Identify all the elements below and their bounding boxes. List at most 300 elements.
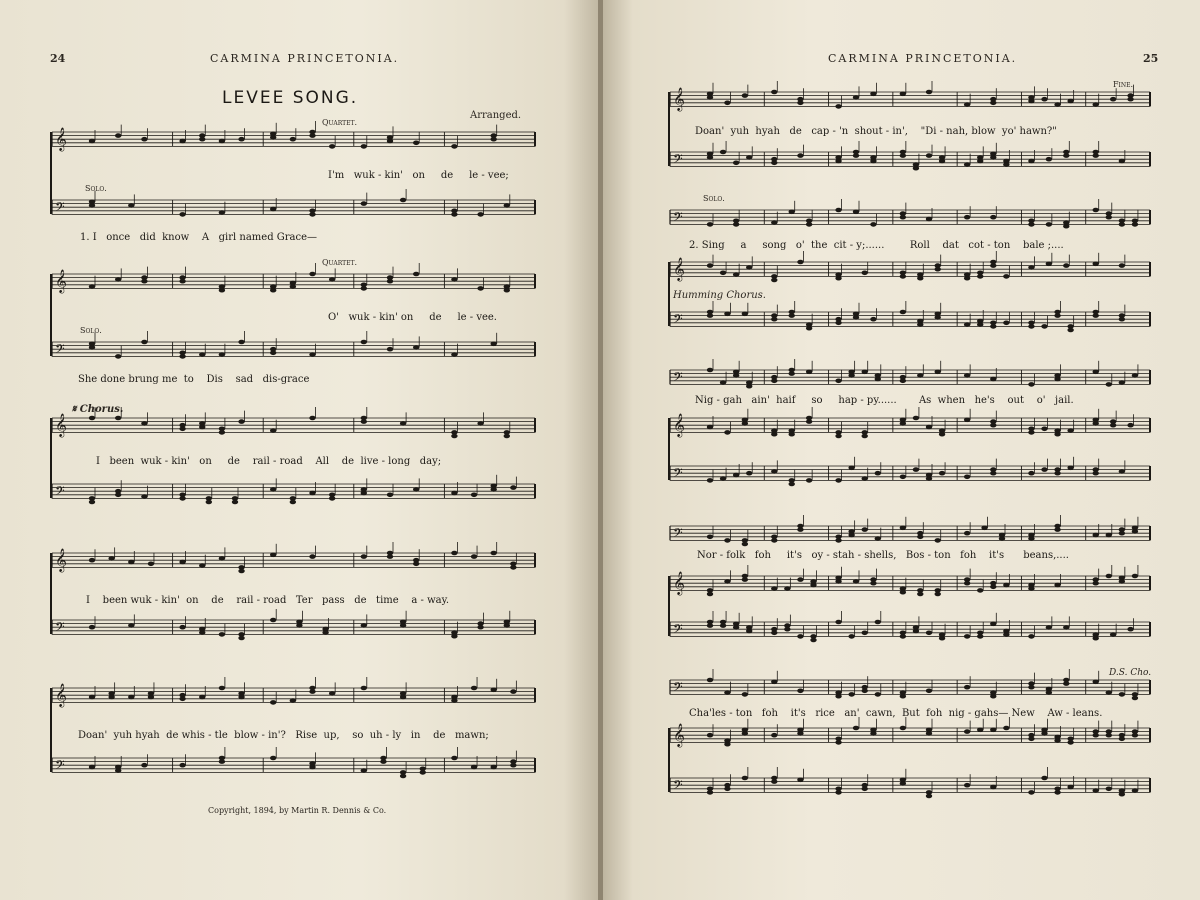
note-head: [232, 500, 238, 505]
note-head: [1028, 99, 1034, 104]
note-head: [964, 685, 970, 690]
note-head: [219, 288, 225, 293]
note-head: [707, 222, 713, 227]
note-head: [784, 586, 790, 591]
note-head: [1132, 222, 1138, 227]
note-head: [926, 631, 932, 636]
note-head: [1132, 373, 1138, 378]
note-head: [380, 759, 386, 764]
note-head: [128, 695, 134, 700]
note-head: [742, 312, 748, 317]
note-head: [870, 159, 876, 164]
note-head: [471, 493, 477, 498]
note-head: [707, 368, 713, 373]
note-head: [797, 260, 803, 265]
note-head: [1054, 432, 1060, 437]
note-head: [862, 787, 868, 792]
note-head: [477, 625, 483, 630]
note-head: [89, 625, 95, 630]
note-head: [789, 432, 795, 437]
note-head: [270, 618, 276, 623]
note-head: [270, 207, 276, 212]
note-head: [990, 423, 996, 428]
note-head: [720, 476, 726, 481]
note-head: [1119, 222, 1125, 227]
note-head: [1093, 153, 1099, 158]
arrangement-note: Arranged.: [470, 110, 522, 121]
note-head: [870, 222, 876, 227]
note-head: [935, 315, 941, 320]
note-head: [733, 161, 739, 166]
note-head: [504, 623, 510, 628]
note-head: [964, 783, 970, 788]
note-head: [853, 95, 859, 100]
note-head: [724, 579, 730, 584]
note-head: [270, 135, 276, 140]
note-head: [1063, 224, 1069, 229]
note-head: [724, 312, 730, 317]
chorus-label: 𝄋 Chorus.: [72, 404, 124, 415]
note-head: [875, 471, 881, 476]
note-head: [400, 421, 406, 426]
note-head: [1093, 421, 1099, 426]
note-head: [926, 425, 932, 430]
note-head: [797, 577, 803, 582]
note-head: [733, 373, 739, 378]
solo-label: Solo.: [703, 194, 725, 203]
note-head: [1119, 579, 1125, 584]
note-head: [219, 759, 225, 764]
note-head: [862, 370, 868, 375]
note-head: [199, 563, 205, 568]
note-head: [1028, 222, 1034, 227]
note-head: [771, 278, 777, 283]
note-head: [742, 93, 748, 98]
note-head: [309, 491, 315, 496]
note-head: [510, 565, 516, 570]
note-head: [835, 208, 841, 213]
note-head: [913, 416, 919, 421]
note-head: [451, 212, 457, 217]
note-head: [853, 315, 859, 320]
lyric-line: I been wuk - kin' on de rail - road All de live - long day;: [96, 456, 442, 467]
note-head: [387, 279, 393, 284]
note-head: [1067, 428, 1073, 433]
note-head: [1067, 99, 1073, 104]
note-head: [900, 475, 906, 480]
note-head: [451, 277, 457, 282]
note-head: [451, 352, 457, 357]
note-head: [1028, 685, 1034, 690]
note-head: [724, 690, 730, 695]
note-head: [238, 695, 244, 700]
note-head: [179, 560, 185, 565]
note-head: [797, 527, 803, 532]
note-head: [964, 373, 970, 378]
note-head: [290, 137, 296, 142]
note-head: [89, 500, 95, 505]
note-head: [400, 774, 406, 779]
note-head: [990, 728, 996, 733]
note-head: [1003, 162, 1009, 167]
note-head: [835, 478, 841, 483]
note-head: [128, 560, 134, 565]
note-head: [179, 763, 185, 768]
note-head: [179, 212, 185, 217]
note-head: [964, 531, 970, 536]
note-head: [806, 419, 812, 424]
note-head: [835, 434, 841, 439]
note-head: [926, 153, 932, 158]
note-head: [724, 787, 730, 792]
treble-clef: 𝄞: [55, 268, 67, 293]
note-head: [1028, 265, 1034, 270]
note-head: [746, 471, 752, 476]
fine-label: Fine.: [1113, 80, 1134, 89]
note-head: [999, 536, 1005, 541]
note-head: [990, 471, 996, 476]
note-head: [491, 688, 497, 693]
note-head: [504, 434, 510, 439]
bass-clef: 𝄢: [673, 369, 683, 388]
note-head: [491, 342, 497, 347]
note-head: [329, 691, 335, 696]
note-head: [1041, 97, 1047, 102]
treble-clef: 𝄞: [55, 412, 67, 437]
note-head: [1041, 467, 1047, 472]
note-head: [900, 694, 906, 699]
note-head: [746, 629, 752, 634]
note-head: [926, 794, 932, 799]
note-head: [1028, 430, 1034, 435]
note-head: [1106, 215, 1112, 220]
note-head: [451, 144, 457, 149]
note-head: [707, 425, 713, 430]
note-head: [771, 631, 777, 636]
note-head: [387, 139, 393, 144]
note-head: [1041, 731, 1047, 736]
lyric-line: Doan' yuh hyah de cap - 'n shout - in', "Di - nah, blow yo' hawn?": [695, 126, 1057, 137]
note-head: [1119, 692, 1125, 697]
note-head: [707, 592, 713, 597]
note-head: [1119, 737, 1125, 742]
note-head: [1119, 263, 1125, 268]
treble-clef: 𝄞: [55, 547, 67, 572]
note-head: [309, 133, 315, 138]
note-head: [1119, 531, 1125, 536]
note-head: [939, 159, 945, 164]
note-head: [270, 351, 276, 356]
note-head: [789, 313, 795, 318]
note-head: [309, 416, 315, 421]
note-head: [1028, 536, 1034, 541]
note-head: [848, 533, 854, 538]
note-head: [89, 203, 95, 208]
treble-clef: 𝄞: [673, 412, 685, 437]
note-head: [1106, 787, 1112, 792]
note-head: [917, 535, 923, 540]
note-head: [870, 731, 876, 736]
note-head: [361, 340, 367, 345]
lyric-line: I'm wuk - kin' on de le - vee;: [328, 170, 509, 181]
note-head: [1093, 680, 1099, 685]
note-head: [913, 166, 919, 171]
note-head: [771, 538, 777, 543]
note-head: [361, 768, 367, 773]
lyric-line: 2. Sing a song o' the cit - y;...... Roll dat cot - ton bale ;....: [689, 240, 1064, 251]
note-head: [491, 551, 497, 556]
note-head: [771, 317, 777, 322]
note-head: [361, 491, 367, 496]
note-head: [1063, 263, 1069, 268]
note-head: [199, 630, 205, 635]
note-head: [491, 765, 497, 770]
note-head: [742, 421, 748, 426]
note-head: [108, 695, 114, 700]
note-head: [835, 694, 841, 699]
note-head: [806, 370, 812, 375]
note-head: [771, 779, 777, 784]
note-head: [451, 434, 457, 439]
note-head: [707, 313, 713, 318]
note-head: [707, 263, 713, 268]
note-head: [1046, 690, 1052, 695]
ds-chorus-label: D.S. Cho.: [1109, 668, 1152, 678]
note-head: [89, 765, 95, 770]
note-head: [238, 419, 244, 424]
note-head: [1046, 157, 1052, 162]
note-head: [797, 153, 803, 158]
note-head: [413, 345, 419, 350]
note-head: [771, 220, 777, 225]
note-head: [900, 379, 906, 384]
bass-clef: 𝄢: [673, 777, 683, 796]
note-head: [720, 271, 726, 276]
note-head: [108, 556, 114, 561]
note-head: [964, 215, 970, 220]
quartet-label: Quartet.: [322, 258, 358, 267]
note-head: [990, 694, 996, 699]
treble-clef: 𝄞: [673, 722, 685, 747]
note-head: [733, 222, 739, 227]
note-head: [1041, 427, 1047, 432]
note-head: [875, 536, 881, 541]
note-head: [900, 421, 906, 426]
note-head: [964, 581, 970, 586]
note-head: [1132, 733, 1138, 738]
note-head: [219, 210, 225, 215]
note-head: [89, 416, 95, 421]
note-head: [1106, 382, 1112, 387]
note-head: [746, 265, 752, 270]
note-head: [199, 425, 205, 430]
note-head: [89, 139, 95, 144]
note-head: [990, 585, 996, 590]
note-head: [771, 586, 777, 591]
note-head: [1106, 690, 1112, 695]
note-head: [848, 373, 854, 378]
note-head: [875, 377, 881, 382]
note-head: [835, 276, 841, 281]
note-head: [361, 286, 367, 291]
note-head: [179, 139, 185, 144]
note-head: [1003, 632, 1009, 637]
note-head: [797, 778, 803, 783]
lyric-line: Doan' yuh hyah de whis - tle blow - in'? Rise up, so uh - ly in de mawn;: [78, 730, 489, 741]
note-head: [413, 272, 419, 277]
note-head: [720, 623, 726, 628]
solo-label: Solo.: [80, 326, 102, 335]
note-head: [296, 623, 302, 628]
note-head: [981, 526, 987, 531]
note-head: [835, 321, 841, 326]
note-head: [900, 274, 906, 279]
note-head: [329, 277, 335, 282]
note-head: [917, 276, 923, 281]
lyric-line: Cha'les - ton foh it's rice an' cawn, But foh nig - gahs— New Aw - leans.: [689, 708, 1103, 719]
note-head: [322, 630, 328, 635]
note-head: [797, 101, 803, 106]
note-head: [1119, 317, 1125, 322]
note-head: [835, 579, 841, 584]
note-head: [179, 496, 185, 501]
note-head: [199, 695, 205, 700]
lyric-line: Nig - gah ain' haif so hap - py...... As when he's out o' jail.: [695, 395, 1074, 406]
note-head: [900, 726, 906, 731]
note-head: [771, 432, 777, 437]
page-number: 24: [50, 52, 66, 65]
note-head: [771, 733, 777, 738]
note-head: [720, 380, 726, 385]
bass-clef: 𝄢: [673, 525, 683, 544]
note-head: [862, 271, 868, 276]
note-head: [900, 310, 906, 315]
note-head: [1132, 696, 1138, 701]
note-head: [913, 467, 919, 472]
note-head: [471, 686, 477, 691]
note-head: [964, 634, 970, 639]
note-head: [900, 92, 906, 97]
note-head: [900, 526, 906, 531]
note-head: [115, 416, 121, 421]
bass-clef: 𝄢: [673, 151, 683, 170]
note-head: [219, 139, 225, 144]
note-head: [290, 698, 296, 703]
note-head: [1093, 733, 1099, 738]
note-head: [290, 500, 296, 505]
note-head: [935, 267, 941, 272]
note-head: [724, 101, 730, 106]
note-head: [1093, 533, 1099, 538]
note-head: [179, 427, 185, 432]
note-head: [862, 434, 868, 439]
note-head: [964, 475, 970, 480]
note-head: [835, 620, 841, 625]
note-head: [707, 733, 713, 738]
treble-clef: 𝄞: [673, 570, 685, 595]
note-head: [917, 592, 923, 597]
bass-clef: 𝄢: [673, 311, 683, 330]
note-head: [1127, 97, 1133, 102]
note-head: [964, 102, 970, 107]
note-head: [238, 569, 244, 574]
lyric-line: 1. I once did know A girl named Grace—: [80, 232, 318, 243]
note-head: [1093, 370, 1099, 375]
note-head: [977, 159, 983, 164]
running-header: CARMINA PRINCETONIA.: [210, 52, 400, 65]
note-head: [1028, 737, 1034, 742]
lyric-line: O' wuk - kin' on de le - vee.: [328, 312, 497, 323]
note-head: [1093, 581, 1099, 586]
note-head: [746, 384, 752, 389]
note-head: [1106, 574, 1112, 579]
note-head: [733, 473, 739, 478]
note-head: [148, 695, 154, 700]
treble-clef: 𝄞: [673, 256, 685, 281]
note-head: [1028, 159, 1034, 164]
note-head: [707, 678, 713, 683]
quartet-label: Quartet.: [322, 118, 358, 127]
note-head: [990, 377, 996, 382]
note-head: [964, 276, 970, 281]
note-head: [875, 620, 881, 625]
treble-clef: 𝄞: [55, 126, 67, 151]
lyric-line: I been wuk - kin' on de rail - road Ter pass de time a - way.: [86, 595, 450, 606]
note-head: [387, 493, 393, 498]
note-head: [977, 322, 983, 327]
treble-clef: 𝄞: [55, 682, 67, 707]
note-head: [141, 421, 147, 426]
page-number: 25: [1143, 52, 1159, 65]
note-head: [742, 731, 748, 736]
note-head: [853, 153, 859, 158]
note-head: [451, 634, 457, 639]
note-head: [387, 554, 393, 559]
bass-clef: 𝄢: [673, 621, 683, 640]
humming-chorus-label: Humming Chorus.: [673, 290, 766, 301]
note-head: [219, 632, 225, 637]
note-head: [707, 535, 713, 540]
note-head: [309, 212, 315, 217]
note-head: [926, 90, 932, 95]
bass-clef: 𝄢: [673, 679, 683, 698]
note-head: [1054, 583, 1060, 588]
note-head: [1127, 627, 1133, 632]
note-head: [835, 740, 841, 745]
note-head: [309, 689, 315, 694]
note-head: [451, 756, 457, 761]
note-head: [199, 137, 205, 142]
note-head: [115, 768, 121, 773]
note-head: [870, 317, 876, 322]
note-head: [1067, 466, 1073, 471]
note-head: [964, 162, 970, 167]
note-head: [1003, 274, 1009, 279]
note-head: [477, 286, 483, 291]
note-head: [870, 92, 876, 97]
note-head: [990, 785, 996, 790]
note-head: [1132, 529, 1138, 534]
note-head: [900, 215, 906, 220]
note-head: [913, 629, 919, 634]
note-head: [724, 430, 730, 435]
note-head: [270, 756, 276, 761]
note-head: [797, 634, 803, 639]
note-head: [862, 689, 868, 694]
note-head: [977, 728, 983, 733]
note-head: [1127, 423, 1133, 428]
note-head: [1106, 733, 1112, 738]
